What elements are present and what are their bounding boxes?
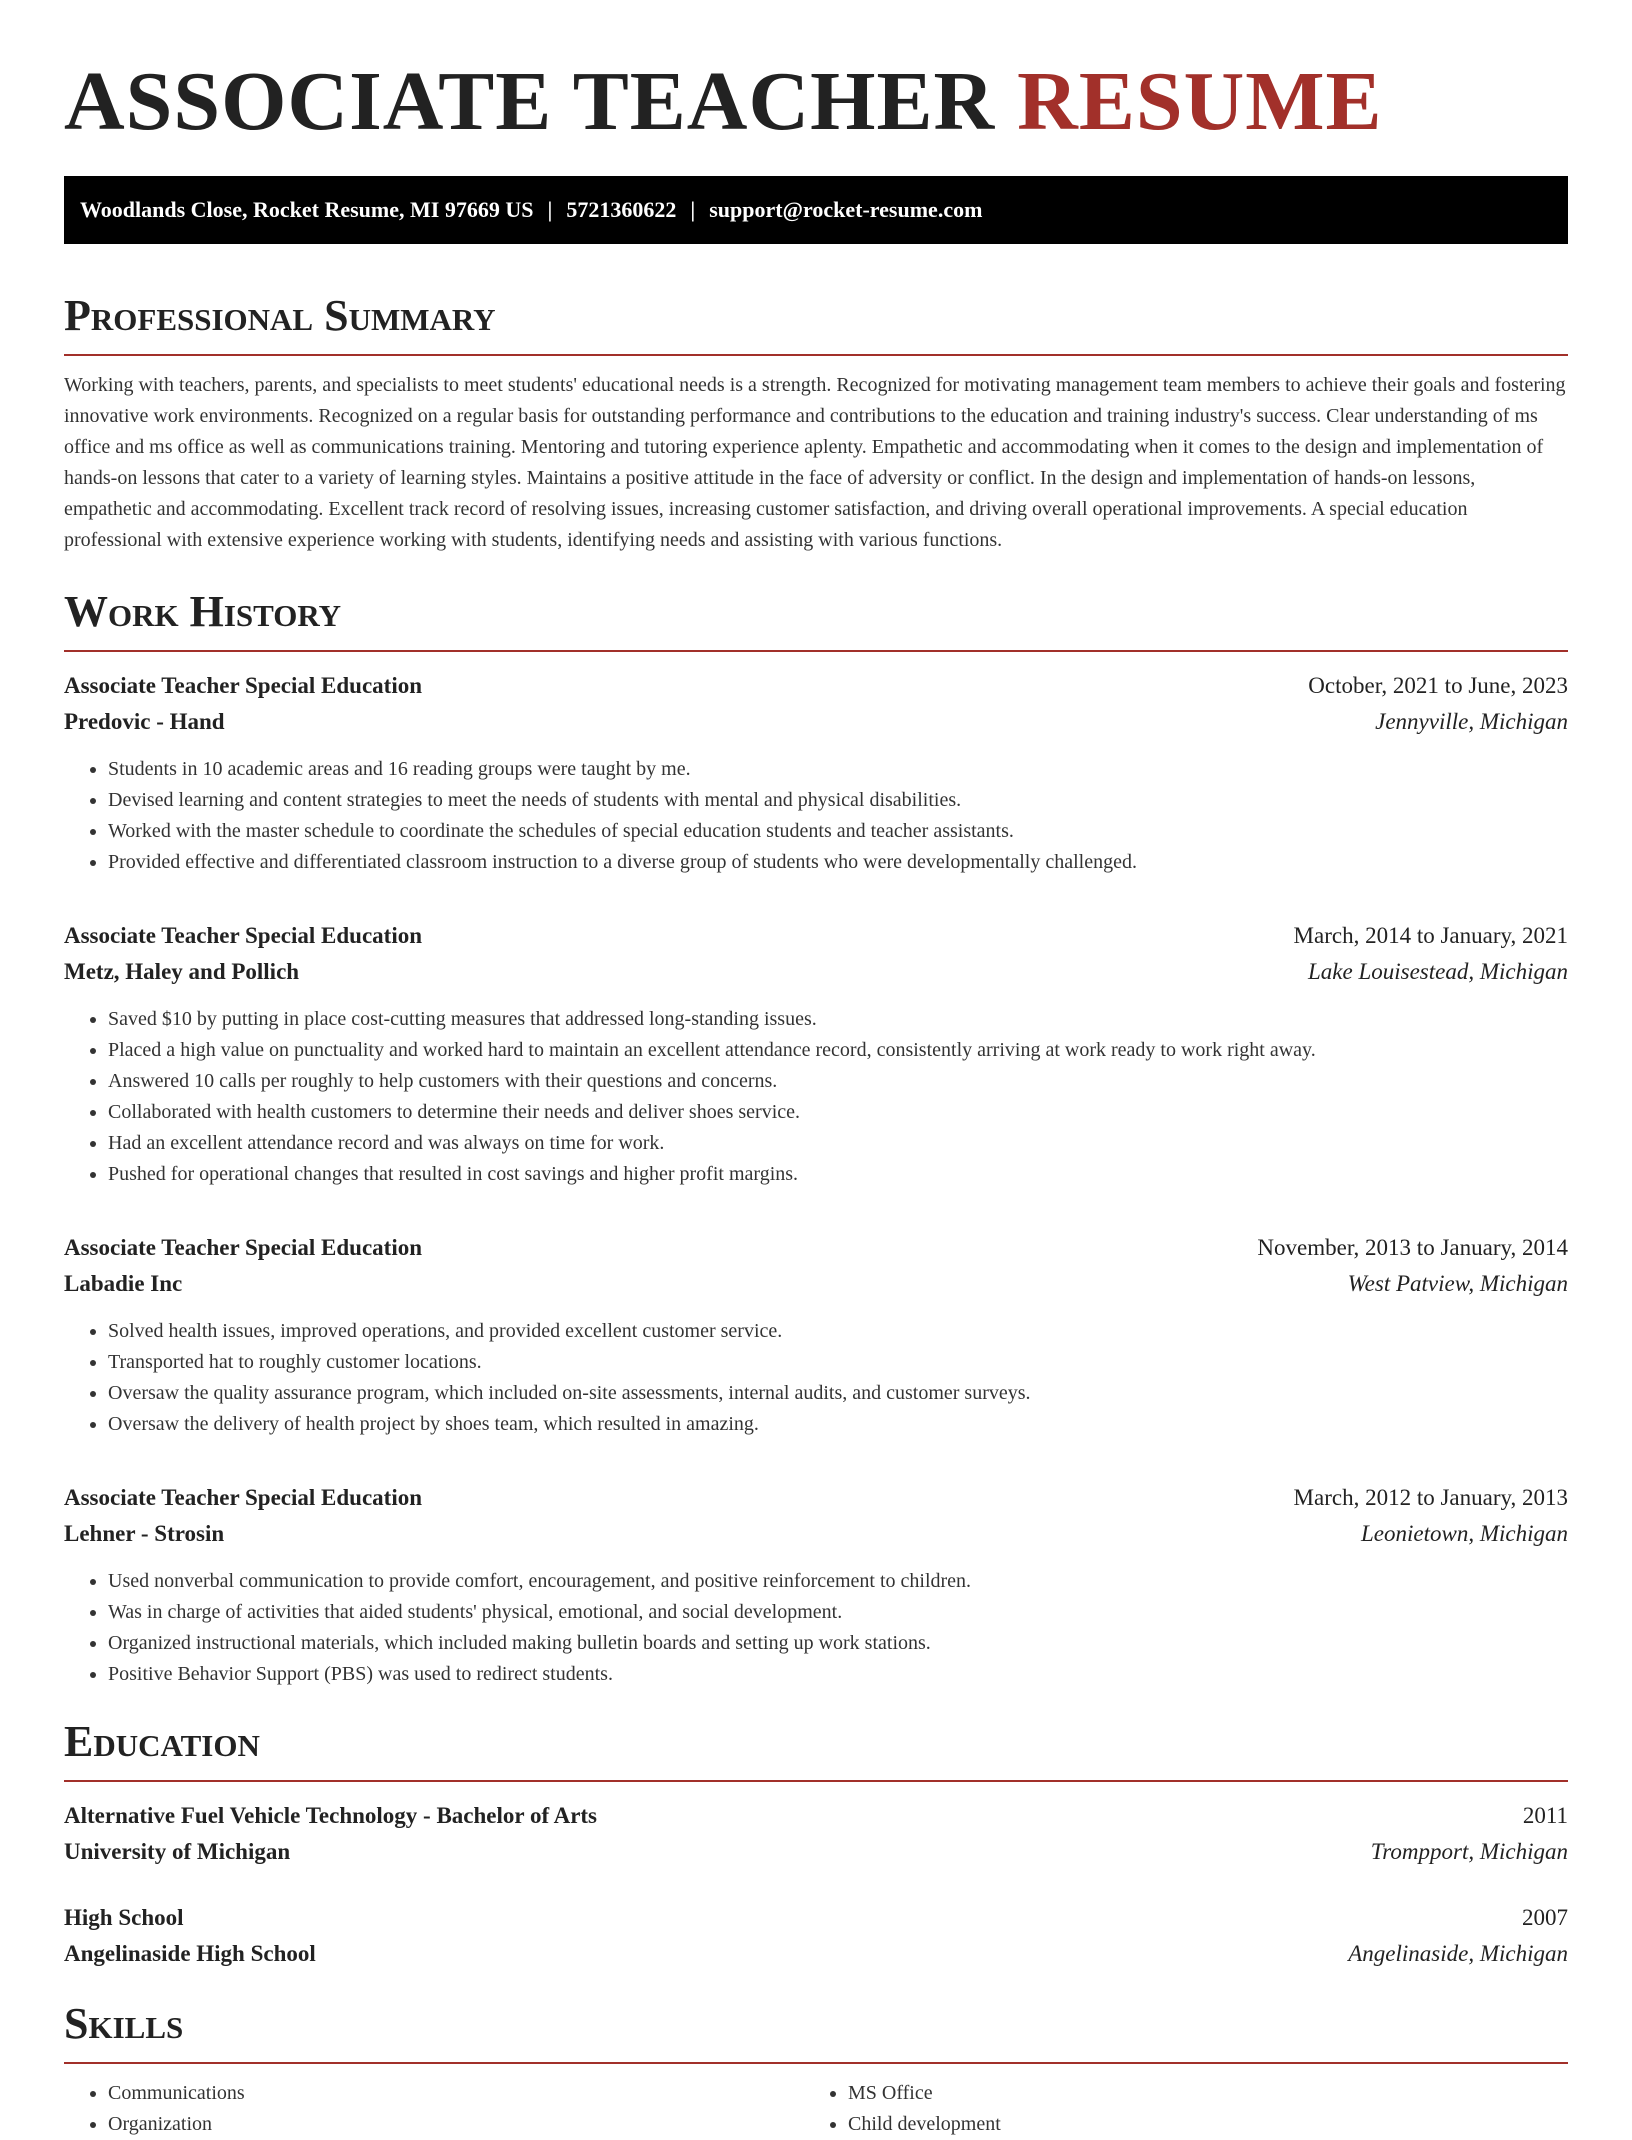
job-entry <box>64 1230 1568 1440</box>
job-bullet: • Pushed for operational changes that resulted in cost savings and higher profit margins. <box>108 1159 1568 1190</box>
contact-separator: | <box>547 197 553 222</box>
job-company: Labadie Inc <box>64 1271 183 1296</box>
job-header-row <box>64 918 1568 954</box>
summary-heading: Professional Summary <box>64 290 1568 356</box>
job-title: Associate Teacher Special Education <box>64 673 423 698</box>
job-bullet: • Worked with the master schedule to coordinate the schedules of special education students and teacher assistants. <box>108 816 1568 847</box>
job-entry <box>64 1480 1568 1690</box>
skill-item: • Child development <box>848 2109 1544 2140</box>
job-entry <box>64 668 1568 878</box>
job-bullets <box>64 754 1568 878</box>
resume-title <box>64 0 1568 176</box>
job-bullet: • Organized instructional materials, which included making bulletin boards and setting up work stations. <box>108 1628 1568 1659</box>
job-header-row <box>64 1230 1568 1266</box>
job-bullet: • Had an excellent attendance record and was always on time for work. <box>108 1128 1568 1159</box>
title-main: ASSOCIATE TEACHER <box>64 55 996 148</box>
contact-address: Woodlands Close, Rocket Resume, MI 97669 US <box>80 197 534 222</box>
job-company-row <box>64 954 1568 990</box>
job-bullet: • Solved health issues, improved operations, and provided excellent customer service. <box>108 1316 1568 1347</box>
job-title: Associate Teacher Special Education <box>64 923 423 948</box>
skill-item: • MS Office <box>848 2078 1544 2109</box>
education-location: Trompport, Michigan <box>1370 1839 1568 1864</box>
job-bullets <box>64 1566 1568 1690</box>
education-year: 2011 <box>1522 1803 1568 1828</box>
job-bullet: • Was in charge of activities that aided students' physical, emotional, and social development. <box>108 1597 1568 1628</box>
job-bullet: • Devised learning and content strategies to meet the needs of students with mental and physical disabilities. <box>108 785 1568 816</box>
job-bullets <box>64 1004 1568 1190</box>
education-entry <box>64 1900 1568 1972</box>
job-entry <box>64 918 1568 1190</box>
education-school-row <box>64 1936 1568 1972</box>
job-location: Jennyville, Michigan <box>1375 709 1568 734</box>
job-title: Associate Teacher Special Education <box>64 1235 423 1260</box>
job-header-row <box>64 1480 1568 1516</box>
job-bullet: • Used nonverbal communication to provide comfort, encouragement, and positive reinforcement to children. <box>108 1566 1568 1597</box>
job-header-row <box>64 668 1568 704</box>
job-company: Predovic - Hand <box>64 709 225 734</box>
education-location: Angelinaside, Michigan <box>1348 1941 1568 1966</box>
job-location: Leonietown, Michigan <box>1361 1521 1568 1546</box>
education-degree-row <box>64 1900 1568 1936</box>
job-company-row <box>64 704 1568 740</box>
education-school: Angelinaside High School <box>64 1941 316 1966</box>
job-title: Associate Teacher Special Education <box>64 1485 423 1510</box>
job-dates: November, 2013 to January, 2014 <box>1257 1235 1568 1260</box>
job-bullet: • Saved $10 by putting in place cost-cutting measures that addressed long-standing issues. <box>108 1004 1568 1035</box>
education-degree: Alternative Fuel Vehicle Technology - Bachelor of Arts <box>64 1803 598 1828</box>
job-company: Metz, Haley and Pollich <box>64 959 300 984</box>
skill-item: • Communications <box>108 2078 804 2109</box>
job-location: West Patview, Michigan <box>1347 1271 1568 1296</box>
education-year: 2007 <box>1522 1905 1568 1930</box>
job-company: Lehner - Strosin <box>64 1521 225 1546</box>
job-bullet: • Oversaw the delivery of health project by shoes team, which resulted in amazing. <box>108 1409 1568 1440</box>
skills-list <box>64 2078 1568 2140</box>
education-entry <box>64 1798 1568 1870</box>
contact-phone: 5721360622 <box>566 197 677 222</box>
job-bullet: • Placed a high value on punctuality and worked hard to maintain an excellent attendance record, consistently arriving at work ready to work right away. <box>108 1035 1568 1066</box>
skills-column-right <box>804 2078 1544 2140</box>
education-degree-row <box>64 1798 1568 1834</box>
skills-column-left <box>64 2078 804 2140</box>
contact-email: support@rocket-resume.com <box>709 197 983 222</box>
contact-bar <box>64 176 1568 244</box>
job-dates: March, 2014 to January, 2021 <box>1293 923 1568 948</box>
skills-heading: Skills <box>64 1998 1568 2064</box>
job-company-row <box>64 1266 1568 1302</box>
summary-text: Working with teachers, parents, and specialists to meet students' educational needs is a strength. Recognized for motivating management team members to achieve their goals and fostering innovative work environments. Recognized on a regular basis for outstanding performance and contributions to the education and training industry's success. Clear understanding of ms office and ms office as well as communications training. Mentoring and tutoring experience aplenty. Empathetic and accommodating when it comes to the design and implementation of hands-on lessons that cater to a variety of learning styles. Maintains a positive attitude in the face of adversity or conflict. In the design and implementation of hands-on lessons, empathetic and accommodating. Excellent track record of resolving issues, increasing customer satisfaction, and driving overall operational improvements. A special education professional with extensive experience working with students, identifying needs and assisting with various functions. <box>64 374 1566 551</box>
job-company-row <box>64 1516 1568 1552</box>
skill-item: • Organization <box>108 2109 804 2140</box>
education-school: University of Michigan <box>64 1839 291 1864</box>
contact-separator: | <box>690 197 696 222</box>
job-bullet: • Provided effective and differentiated classroom instruction to a diverse group of students who were developmentally challenged. <box>108 847 1568 878</box>
job-bullet: • Transported hat to roughly customer locations. <box>108 1347 1568 1378</box>
education-heading: Education <box>64 1716 1568 1782</box>
job-bullet: • Oversaw the quality assurance program, which included on-site assessments, internal audits, and customer surveys. <box>108 1378 1568 1409</box>
work-history-heading: Work History <box>64 586 1568 652</box>
education-school-row <box>64 1834 1568 1870</box>
title-accent: RESUME <box>1017 55 1383 148</box>
job-bullet: • Students in 10 academic areas and 16 reading groups were taught by me. <box>108 754 1568 785</box>
job-bullet: • Positive Behavior Support (PBS) was used to redirect students. <box>108 1659 1568 1690</box>
job-location: Lake Louisestead, Michigan <box>1308 959 1568 984</box>
job-dates: March, 2012 to January, 2013 <box>1293 1485 1568 1510</box>
job-bullet: • Answered 10 calls per roughly to help customers with their questions and concerns. <box>108 1066 1568 1097</box>
job-dates: October, 2021 to June, 2023 <box>1308 673 1568 698</box>
education-degree: High School <box>64 1905 184 1930</box>
job-bullets <box>64 1316 1568 1440</box>
job-bullet: • Collaborated with health customers to determine their needs and deliver shoes service. <box>108 1097 1568 1128</box>
